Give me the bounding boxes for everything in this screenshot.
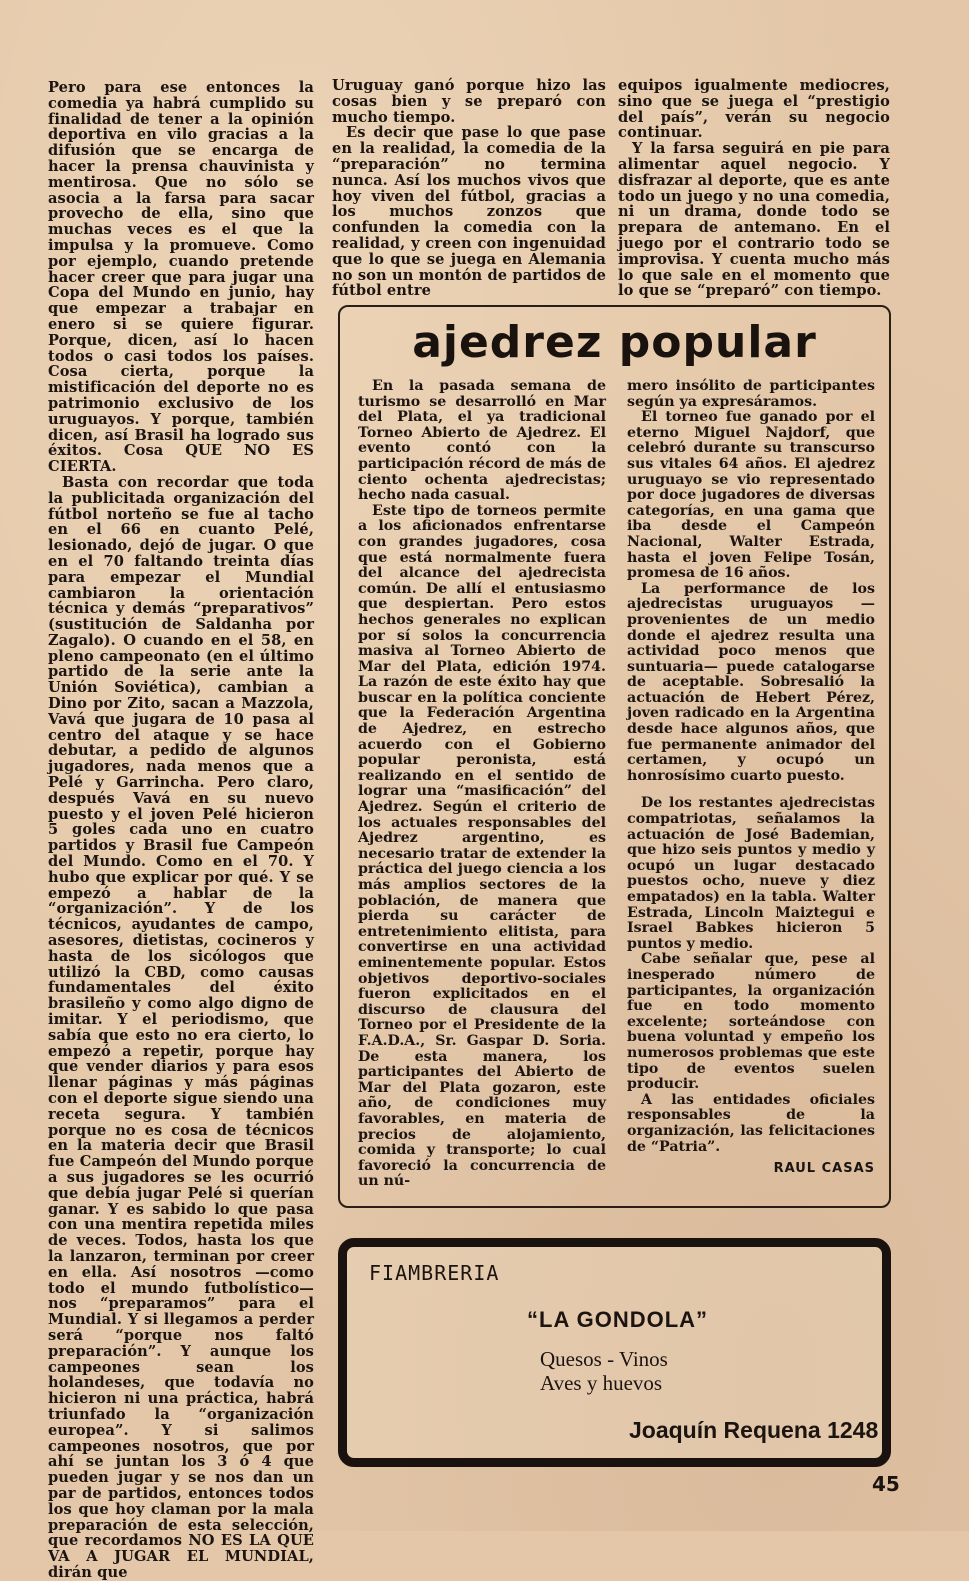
advertisement-box bbox=[338, 1238, 891, 1467]
chess-article-column-1 bbox=[358, 379, 606, 1190]
article-paragraph: Uruguay ganó porque hizo las cosas bien y se preparó con mucho tiempo. bbox=[332, 77, 606, 126]
article-paragraph: Y la farsa seguirá en pie para alimentar aquel negocio. Y disfrazar al deporte, que es ante todo un juego y no una comedia, ni un drama, donde todo se prepara de antemano. En el juego por el contrario todo se improvisa. Y cuenta mucho más lo que sale en el momento que lo que se “preparó” con tiempo. bbox=[618, 140, 890, 300]
author-signature: RAUL CASAS bbox=[773, 1161, 875, 1177]
ad-label: FIAMBRERIA bbox=[369, 1261, 500, 1285]
article-column-1 bbox=[48, 80, 314, 1581]
chess-paragraph: Este tipo de torneos permite a los aficionados enfrentarse con grandes jugadores, cosa que está normalmente fuera del alcance del ajedrecista común. De allí el entusiasmo que despiertan. Pero estos hechos generales no explican por sí solos la concurrencia masiva al Torneo Abierto de Mar del Plata, edición 1974. La razón de este éxito hay que buscar en la política conciente que la Federación Argentina de Ajedrez, en estrecho acuerdo con el Gobierno popular peronista, está realizando en el sentido de lograr una “masificación” del Ajedrez. Según el criterio de los actuales responsables del Ajedrez argentino, es necesario tratar de extender la práctica del juego ciencia a los más amplios sectores de la población, de manera que pierda su carácter de entretenimiento elitista, para convertirse en una actividad eminentemente popular. Estos objetivos deportivo-sociales fueron explicitados en el discurso de clausura del Torneo por el Presidente de la F.A.D.A., Sr. Gaspar D. Soria. De esta manera, los participantes del Abierto de Mar del Plata gozaron, este año, de condiciones muy favorables, en materia de precios de alojamiento, comida y transporte; lo cual favoreció la concurrencia de un nú- bbox=[358, 502, 606, 1190]
ad-products-line: Aves y huevos bbox=[540, 1371, 663, 1395]
chess-article-title: ajedrez popular bbox=[412, 317, 817, 368]
article-column-3 bbox=[618, 78, 890, 299]
chess-paragraph: mero insólito de participantes según ya expresáramos. bbox=[627, 378, 875, 410]
chess-paragraph: El torneo fue ganado por el eterno Miguel Najdorf, que celebró durante su transcurso sus vitales 64 años. El ajedrez uruguayo se vio representado por doce jugadores de diversas categorías, en una gama que iba desde el Campeón Nacional, Walter Estrada, hasta el joven Felipe Tosán, promesa de 16 años. bbox=[627, 409, 875, 582]
page-number: 45 bbox=[872, 1472, 900, 1496]
article-paragraph: Pero para ese entonces la comedia ya habrá cumplido su finalidad de tener a la opinión deportiva en vilo gracias a la difusión que se encarga de hacer la prensa chauvinista y mentirosa. Que no sólo se asocia a la farsa para sacar provecho de ella, sino que muchas veces es el que la impulsa y la promueve. Como por ejemplo, cuando pretende hacer creer que para jugar una Copa del Mundo en junio, hay que empezar a trabajar en enero si se quiere figurar. Porque, dicen, así lo hacen todos o casi todos los países. Cosa cierta, porque la mistificación del deporte no es patrimonio exclusivo de los uruguayos. Y porque, también dicen, así Brasil ha logrado sus éxitos. Cosa QUE NO ES CIERTA. bbox=[48, 79, 314, 476]
article-column-2 bbox=[332, 78, 606, 299]
article-paragraph: equipos igualmente mediocres, sino que se juega el “prestigio del país”, verán su negocio continuar. bbox=[618, 77, 890, 142]
chess-article-column-2 bbox=[627, 379, 875, 1177]
chess-paragraph: Cabe señalar que, pese al inesperado número de participantes, la organización fue en todo momento excelente; sorteándose con buena voluntad y empeño los numerosos problemas que este tipo de eventos suelen producir. bbox=[627, 951, 875, 1093]
chess-paragraph: A las entidades oficiales responsables de la organización, las felicitaciones de “Patria”. bbox=[627, 1091, 875, 1155]
chess-paragraph: La performance de los ajedrecistas uruguayos — provenientes de un medio donde el ajedrez resulta una actividad poco menos que suntuaria— puede catalogarse de aceptable. Sobresalió la actuación de Hebert Pérez, joven radicado en la Argentina desde hace algunos años, que fue permanente animador del certamen, y ocupó un honrosísimo cuarto puesto. bbox=[627, 580, 875, 784]
ad-products-line: Quesos - Vinos bbox=[540, 1347, 668, 1371]
article-paragraph: Basta con recordar que toda la publicitada organización del fútbol norteño se fue al tacho en el 66 en cuanto Pelé, lesionado, dejó de jugar. O que en el 70 faltando treinta días para empezar el Mundial cambiaron la orientación técnica y demás “preparativos” (sustitución de Saldanha por Zagalo). O cuando en el 58, en pleno campeonato (en el último partido de la serie ante la Unión Soviética), cambian a Dino por Zito, sacan a Mazzola, Vavá que jugara de 10 pasa al centro del ataque y se hace debutar, a pedido de algunos jugadores, nada menos que a Pelé y Garrincha. Pero claro, después Vavá en su nuevo puesto y el joven Pelé hicieron 5 goles cada uno en cuatro partidos y Brasil fue Campeón del Mundo. Como en el 70. Y hubo que explicar por qué. Y se empezó a hablar de la “organización”. Y de los técnicos, ayudantes de campo, asesores, dietistas, cocineros y hasta de los sicólogos que utilizó la CBD, como causas fundamentales del éxito brasileño y como algo digno de imitar. Y el periodismo, que sabía que esto no era cierto, lo empezó a repetir, porque hay que vender diarios y para esos llenar páginas y más páginas con el deporte sigue siendo una receta segura. Y también porque no es cosa de técnicos en la materia decir que Brasil fue Campeón del Mundo porque a sus jugadores se les ocurrió que debía jugar Pelé si querían ganar. Y es sabido lo que pasa con una mentira repetida miles de veces. Todos, hasta los que la lanzaron, terminan por creer en ella. Así nosotros —como todo el mundo futbolístico— nos “preparamos” para el Mundial. Y si llegamos a perder será “porque nos faltó preparación”. Y aunque los campeones sean los holandeses, que todavía no hicieron ni una práctica, habrá triunfado la “organización europea”. Y si salimos campeones nosotros, que por ahí se juntan los 3 ó 4 que pueden jugar y se nos dan un par de partidos, entonces todos los que hoy claman por la mala preparación de esta selección, que recordamos NO ES LA QUE VA A JUGAR EL MUNDIAL, dirán que bbox=[48, 473, 314, 1581]
chess-paragraph: En la pasada semana de turismo se desarrolló en Mar del Plata, el ya tradicional Torneo Abierto de Ajedrez. El evento contó con la participación récord de más de ciento ochenta ajedrecistas; hecho nada casual. bbox=[358, 378, 606, 504]
ad-address: Joaquín Requena 1248 bbox=[629, 1417, 879, 1443]
article-paragraph: Es decir que pase lo que pase en la realidad, la comedia de la “preparación” no termina nunca. Así los muchos vivos que hoy viven del fútbol, gracias a los muchos zonzos que confunden la comedia con la realidad, y creen con ingenuidad que lo que se juega en Alemania no son un montón de partidos de fútbol entre bbox=[332, 124, 606, 300]
chess-article-box bbox=[338, 305, 891, 1208]
ad-business-name: “LA GONDOLA” bbox=[527, 1307, 709, 1332]
chess-paragraph: De los restantes ajedrecistas compatriotas, señalamos la actuación de José Bademian, que hizo seis puntos y medio y ocupó un lugar destacado puestos ocho, nueve y diez empatados) en la tabla. Walter Estrada, Lincoln Maiztegui e Israel Babkes hicieron 5 puntos y medio. bbox=[627, 795, 875, 952]
